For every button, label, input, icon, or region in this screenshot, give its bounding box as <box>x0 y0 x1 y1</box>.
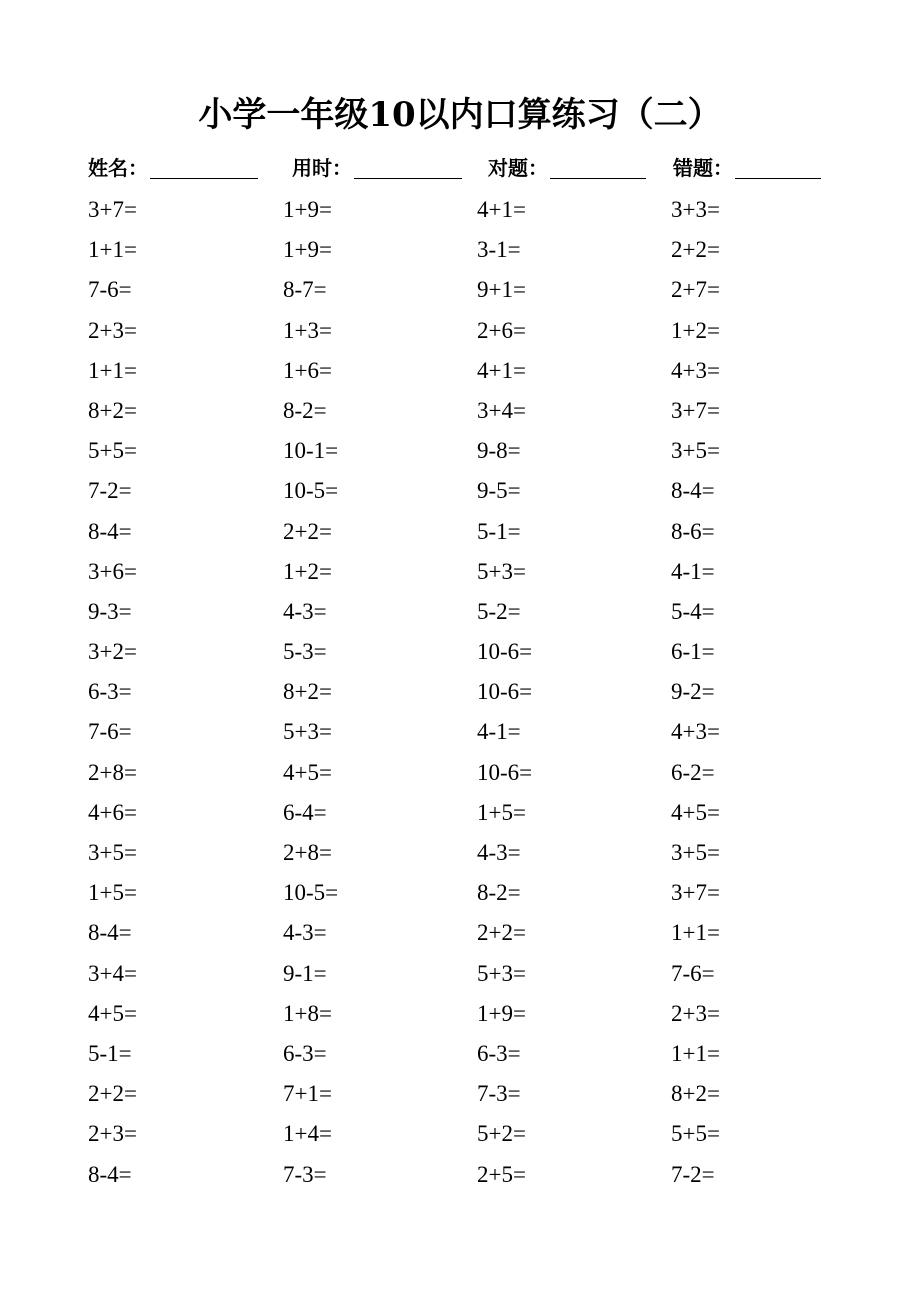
exercise-item: 5-4= <box>671 598 715 624</box>
exercise-item: 6-3= <box>477 1040 521 1066</box>
exercise-item: 10-6= <box>477 759 533 785</box>
exercise-item: 1+6= <box>283 357 332 383</box>
exercise-item: 1+1= <box>671 1040 720 1066</box>
exercise-item: 2+7= <box>671 277 720 303</box>
exercise-item: 8-4= <box>88 1161 132 1187</box>
exercise-item: 2+3= <box>88 1121 137 1147</box>
exercise-item: 2+3= <box>671 1000 720 1026</box>
exercise-item: 4-1= <box>671 558 715 584</box>
exercise-item: 3+7= <box>671 880 720 906</box>
exercise-item: 3-1= <box>477 237 521 263</box>
exercise-item: 6-4= <box>283 799 327 825</box>
exercise-item: 2+8= <box>88 759 137 785</box>
exercise-row <box>0 833 920 873</box>
exercise-item: 2+8= <box>283 840 332 865</box>
exercise-row <box>0 873 920 913</box>
exercise-item: 1+1= <box>88 357 137 383</box>
exercise-item: 2+2= <box>671 237 720 263</box>
exercise-item: 8+2= <box>671 1081 720 1107</box>
exercise-item: 3+2= <box>88 639 137 665</box>
correct-label: 对题： <box>488 155 548 180</box>
exercise-item: 4-1= <box>477 719 521 745</box>
exercise-item: 2+3= <box>88 317 137 343</box>
exercise-item: 8-4= <box>88 920 132 946</box>
exercise-item: 5+5= <box>88 438 137 464</box>
exercise-item: 2+6= <box>477 317 526 343</box>
exercise-item: 1+8= <box>283 1000 332 1026</box>
correct-field <box>488 148 646 184</box>
exercise-item: 8-2= <box>283 397 327 423</box>
exercise-item: 7-6= <box>671 960 715 986</box>
exercise-item: 3+4= <box>88 960 137 986</box>
exercise-row <box>0 311 920 351</box>
exercise-item: 3+7= <box>671 397 720 423</box>
exercise-item: 1+2= <box>671 317 720 343</box>
exercise-item: 1+5= <box>477 799 526 825</box>
exercise-item: 1+2= <box>283 558 332 584</box>
exercise-item: 5+5= <box>671 1121 720 1147</box>
correct-blank[interactable] <box>550 154 646 179</box>
exercise-item: 10-6= <box>477 679 533 705</box>
exercise-row <box>0 1114 920 1154</box>
exercise-row <box>0 190 920 230</box>
exercise-item: 5-1= <box>88 1040 132 1066</box>
exercise-row <box>0 712 920 752</box>
exercise-item: 3+5= <box>671 840 720 865</box>
exercise-item: 10-6= <box>477 639 533 665</box>
name-field <box>88 148 258 184</box>
exercise-item: 3+4= <box>477 397 526 423</box>
exercise-row <box>0 230 920 270</box>
wrong-blank[interactable] <box>735 154 821 179</box>
exercise-item: 4+1= <box>477 197 526 222</box>
exercise-item: 8+2= <box>283 679 332 705</box>
exercise-row <box>0 753 920 793</box>
exercise-item: 1+1= <box>671 920 720 946</box>
exercise-item: 4-3= <box>477 840 521 865</box>
exercise-item: 5+3= <box>477 558 526 584</box>
exercise-item: 6-1= <box>671 639 715 665</box>
exercise-item: 4+3= <box>671 719 720 745</box>
exercise-item: 5+3= <box>283 719 332 745</box>
exercise-item: 6-3= <box>283 1040 327 1066</box>
exercise-item: 2+2= <box>88 1081 137 1107</box>
exercise-item: 1+3= <box>283 317 332 343</box>
exercise-item: 9+1= <box>477 277 526 303</box>
exercise-item: 4+5= <box>671 799 720 825</box>
exercise-row <box>0 512 920 552</box>
exercise-row <box>0 471 920 511</box>
exercise-item: 8-4= <box>671 478 715 504</box>
time-label: 用时： <box>292 155 352 180</box>
exercise-item: 9-1= <box>283 960 327 986</box>
time-field <box>292 148 462 184</box>
name-label: 姓名： <box>88 155 148 180</box>
exercise-row <box>0 592 920 632</box>
exercise-row <box>0 270 920 310</box>
exercise-item: 7-2= <box>671 1161 715 1187</box>
page-title: 小学一年级10以内口算练习（二） <box>198 95 722 135</box>
exercise-row <box>0 552 920 592</box>
exercise-item: 4-3= <box>283 920 327 946</box>
exercise-item: 5+3= <box>477 960 526 986</box>
exercise-row <box>0 1074 920 1114</box>
exercise-row <box>0 1155 920 1195</box>
exercise-item: 10-5= <box>283 478 339 504</box>
exercise-item: 3+7= <box>88 197 137 222</box>
exercise-row <box>0 954 920 994</box>
exercise-row <box>0 913 920 953</box>
exercise-item: 9-2= <box>671 679 715 705</box>
exercise-item: 4+5= <box>283 759 332 785</box>
exercise-row <box>0 793 920 833</box>
exercise-item: 2+2= <box>283 518 332 544</box>
wrong-field <box>673 148 821 184</box>
exercise-item: 5+2= <box>477 1121 526 1147</box>
exercise-item: 6-2= <box>671 759 715 785</box>
exercise-item: 3+5= <box>671 438 720 464</box>
exercise-item: 7-6= <box>88 277 132 303</box>
exercise-item: 8-7= <box>283 277 327 303</box>
exercise-item: 3+6= <box>88 558 137 584</box>
exercise-item: 6-3= <box>88 679 132 705</box>
exercise-item: 2+2= <box>477 920 526 946</box>
exercise-item: 4+5= <box>88 1000 137 1026</box>
exercise-item: 1+1= <box>88 237 137 263</box>
exercise-row <box>0 994 920 1034</box>
exercise-row <box>0 431 920 471</box>
exercise-item: 8-4= <box>88 518 132 544</box>
exercise-item: 7-2= <box>88 478 132 504</box>
exercise-item: 5-2= <box>477 598 521 624</box>
exercise-row <box>0 391 920 431</box>
exercise-row <box>0 632 920 672</box>
exercise-item: 7-3= <box>283 1161 327 1187</box>
exercise-item: 10-5= <box>283 880 339 906</box>
exercise-item: 10-1= <box>283 438 339 464</box>
exercise-item: 5-3= <box>283 639 327 665</box>
exercise-item: 9-5= <box>477 478 521 504</box>
exercise-item: 8-2= <box>477 880 521 906</box>
exercise-item: 4+6= <box>88 799 137 825</box>
exercise-item: 4-3= <box>283 598 327 624</box>
exercise-item: 2+5= <box>477 1161 526 1187</box>
exercise-item: 4+3= <box>671 357 720 383</box>
exercise-row <box>0 1034 920 1074</box>
exercise-item: 8-6= <box>671 518 715 544</box>
exercise-item: 4+1= <box>477 357 526 383</box>
exercise-item: 1+9= <box>477 1000 526 1026</box>
exercise-item: 1+4= <box>283 1121 332 1147</box>
exercise-item: 9-8= <box>477 438 521 464</box>
exercise-row <box>0 672 920 712</box>
exercise-item: 3+5= <box>88 840 137 865</box>
time-blank[interactable] <box>354 154 462 179</box>
exercise-item: 9-3= <box>88 598 132 624</box>
exercise-item: 3+3= <box>671 197 720 222</box>
exercise-grid <box>0 190 920 1195</box>
exercise-item: 7-3= <box>477 1081 521 1107</box>
exercise-item: 8+2= <box>88 397 137 423</box>
wrong-label: 错题： <box>673 155 733 180</box>
exercise-row <box>0 351 920 391</box>
exercise-item: 7-6= <box>88 719 132 745</box>
exercise-item: 1+9= <box>283 237 332 263</box>
name-blank[interactable] <box>150 154 258 179</box>
exercise-item: 1+9= <box>283 197 332 222</box>
exercise-item: 7+1= <box>283 1081 332 1107</box>
exercise-item: 1+5= <box>88 880 137 906</box>
exercise-item: 5-1= <box>477 518 521 544</box>
